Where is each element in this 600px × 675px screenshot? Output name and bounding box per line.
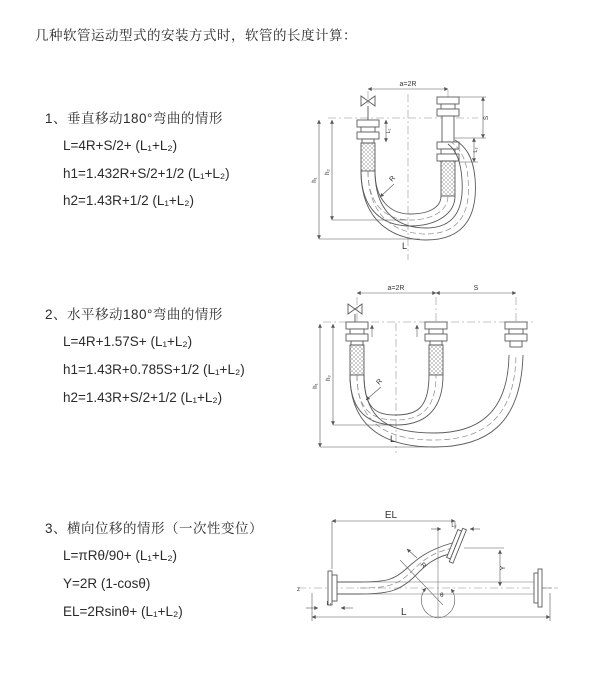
left-pipe-fitting — [357, 120, 379, 171]
right-pipe-fitting — [505, 322, 527, 347]
dim-l1-label: L₁ — [326, 601, 332, 607]
radius-label: R — [375, 377, 384, 387]
dim-y-label: Y — [500, 565, 507, 571]
radius-label: R — [418, 561, 428, 571]
valve-icon — [361, 96, 375, 120]
radius-label: R — [388, 174, 397, 184]
left-flange — [328, 571, 360, 605]
dim-h2-label: h₂ — [325, 169, 331, 175]
dim-l1-label: L₁ — [386, 128, 392, 134]
braided-hose-section — [361, 143, 375, 171]
section3-formula-L: L=πRθ/90+ (L₁+L₂) — [63, 548, 178, 563]
dim-width-label: a=2R — [387, 285, 405, 292]
dim-h1-label: h₁ — [312, 177, 318, 183]
construction-lines — [400, 530, 455, 618]
dim-h1-label: h₁ — [313, 383, 319, 389]
section3-formula-Y: Y=2R (1-cosθ) — [63, 576, 151, 591]
section1-formula-h2: h2=1.43R+1/2 (L₁+L₂) — [63, 193, 195, 208]
right-pipe-fittings — [437, 97, 459, 196]
section1-heading: 1、垂直移动180°弯曲的情形 — [45, 111, 223, 126]
section3-heading: 3、横向位移的情形（一次性变位） — [45, 521, 264, 536]
length-label: L — [402, 241, 408, 251]
dim-el-label: EL — [384, 510, 398, 521]
movement-arrows — [372, 325, 417, 337]
diagram-horizontal-180-bend — [308, 283, 593, 458]
section1-formula-h1: h1=1.432R+S/2+1/2 (L₁+L₂) — [63, 166, 230, 181]
section2-formula-h1: h1=1.43R+0.785S+1/2 (L₁+L₂) — [63, 362, 245, 377]
braided-hose-section — [350, 345, 364, 375]
diagram-lateral-displacement — [296, 505, 596, 647]
angle-label: θ — [440, 592, 444, 599]
section3-formula-EL: EL=2Rsinθ+ (L₁+L₂) — [63, 604, 183, 619]
section2-formula-L: L=4R+1.57S+ (L₁+L₂) — [63, 334, 193, 349]
dim-s-label: S — [483, 115, 490, 121]
braided-hose-section — [429, 345, 443, 375]
dimension-lines — [306, 510, 550, 621]
braided-hose-section — [441, 161, 455, 196]
centerline-break-mark: z — [297, 587, 300, 593]
dim-h2-label: h₂ — [326, 375, 332, 381]
left-pipe-fitting — [346, 322, 368, 375]
dim-width-label: a=2R — [399, 81, 417, 88]
hose-s-curve — [360, 543, 454, 594]
upper-flange — [446, 527, 467, 563]
dim-l2-label: L₂ — [473, 147, 479, 153]
page-title: 几种软管运动型式的安装方式时，软管的长度计算： — [35, 28, 357, 43]
dim-l2-label: L₂ — [451, 523, 457, 529]
length-label: L — [390, 434, 396, 444]
section2-heading: 2、水平移动180°弯曲的情形 — [45, 307, 223, 322]
section2-formula-h2: h2=1.43R+S/2+1/2 (L₁+L₂) — [63, 390, 223, 405]
middle-pipe-fitting — [425, 322, 447, 375]
valve-icon — [348, 304, 362, 322]
diagram-vertical-180-bend — [308, 76, 588, 264]
length-label: L — [401, 607, 407, 618]
section1-formula-L: L=4R+S/2+ (L₁+L₂) — [63, 138, 178, 153]
dim-s-label: S — [473, 285, 479, 292]
